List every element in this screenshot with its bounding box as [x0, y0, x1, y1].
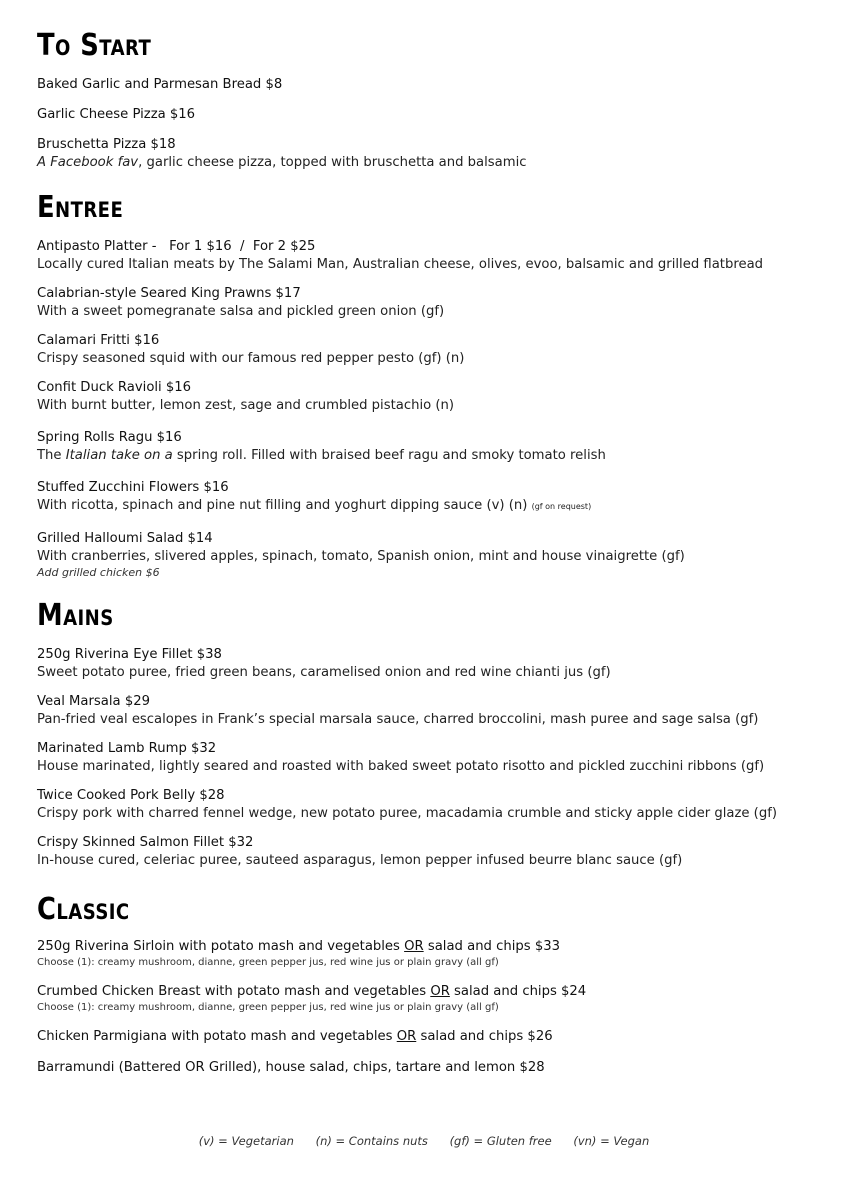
section-entree: [37, 190, 827, 580]
menu-item: [37, 285, 827, 321]
item-description: Sweet potato puree, fried green beans, caramelised onion and red wine chianti jus (gf): [37, 665, 611, 680]
menu-item: [37, 834, 827, 870]
section-classic: [37, 892, 827, 1077]
item-title: Garlic Cheese Pizza $16: [37, 107, 196, 122]
menu-item: [37, 1028, 827, 1046]
item-title-post: salad and chips $24: [449, 984, 587, 999]
item-description-pre: The: [37, 448, 66, 463]
section-title-to-start: To Start: [37, 28, 152, 63]
item-title-pre: Chicken Parmigiana with potato mash and vegetables: [37, 1029, 397, 1044]
item-note: Choose (1): creamy mushroom, dianne, green pepper jus, red wine jus or plain gravy (all gf): [37, 957, 499, 968]
menu-item: [37, 693, 827, 729]
item-description: Crispy seasoned squid with our famous red pepper pesto (gf) (n): [37, 351, 465, 366]
item-description: With cranberries, slivered apples, spinach, tomato, Spanish onion, mint and house vinaigrette (gf): [37, 549, 685, 564]
section-mains: [37, 598, 827, 870]
item-description: [37, 497, 827, 516]
menu-item: [37, 1059, 827, 1077]
item-description: With a sweet pomegranate salsa and pickled green onion (gf): [37, 304, 445, 319]
menu-page: [37, 28, 827, 1077]
dietary-legend: [0, 1134, 848, 1148]
item-description-tiny: (gf on request): [531, 502, 592, 511]
menu-item: [37, 787, 827, 823]
menu-item: [37, 646, 827, 682]
section-title-mains: Mains: [37, 598, 114, 633]
item-description: Locally cured Italian meats by The Salami Man, Australian cheese, olives, evoo, balsamic and grilled flatbread: [37, 257, 764, 272]
menu-item: [37, 479, 827, 516]
item-title-or: OR: [404, 939, 424, 954]
item-title: Spring Rolls Ragu $16: [37, 430, 182, 445]
item-title: Calabrian-style Seared King Prawns $17: [37, 286, 301, 301]
menu-item: [37, 429, 827, 465]
item-title: [37, 1028, 827, 1046]
item-title: Calamari Fritti $16: [37, 333, 160, 348]
item-title: Grilled Halloumi Salad $14: [37, 531, 213, 546]
legend-vegan: (vn) = Vegan: [573, 1134, 650, 1148]
item-title: Barramundi (Battered OR Grilled), house salad, chips, tartare and lemon $28: [37, 1060, 545, 1075]
menu-item: [37, 938, 827, 969]
item-title: Twice Cooked Pork Belly $28: [37, 788, 225, 803]
item-description: Crispy pork with charred fennel wedge, new potato puree, macadamia crumble and sticky apple cider glaze (gf): [37, 806, 777, 821]
item-title: Veal Marsala $29: [37, 694, 150, 709]
menu-item: [37, 983, 827, 1014]
item-title: Baked Garlic and Parmesan Bread $8: [37, 77, 283, 92]
item-description: [37, 447, 827, 465]
section-to-start: [37, 28, 827, 172]
item-title: Stuffed Zucchini Flowers $16: [37, 480, 229, 495]
item-title: 250g Riverina Eye Fillet $38: [37, 647, 222, 662]
item-description: Pan-fried veal escalopes in Frank’s special marsala sauce, charred broccolini, mash puree and sage salsa (gf): [37, 712, 759, 727]
item-title: Antipasto Platter - For 1 $16 / For 2 $25: [37, 239, 316, 254]
menu-item: [37, 238, 827, 274]
menu-item: [37, 530, 827, 580]
item-description: In-house cured, celeriac puree, sauteed asparagus, lemon pepper infused beurre blanc sauce (gf): [37, 853, 683, 868]
item-title: Confit Duck Ravioli $16: [37, 380, 192, 395]
item-description-rest: spring roll. Filled with braised beef ragu and smoky tomato relish: [172, 448, 606, 463]
menu-item: [37, 379, 827, 415]
item-title-post: salad and chips $26: [416, 1029, 553, 1044]
item-description-italic: A Facebook fav: [37, 155, 139, 170]
item-title: [37, 938, 827, 956]
item-title-pre: Crumbed Chicken Breast with potato mash and vegetables: [37, 984, 431, 999]
menu-item: [37, 332, 827, 368]
item-description-main: With ricotta, spinach and pine nut filling and yoghurt dipping sauce (v) (n): [37, 498, 532, 513]
item-description-rest: , garlic cheese pizza, topped with bruschetta and balsamic: [138, 155, 527, 170]
section-title-entree: Entree: [37, 190, 124, 225]
item-title-pre: 250g Riverina Sirloin with potato mash and vegetables: [37, 939, 405, 954]
menu-item: [37, 740, 827, 776]
menu-item: [37, 76, 827, 94]
item-description: With burnt butter, lemon zest, sage and crumbled pistachio (n): [37, 398, 455, 413]
item-title-post: salad and chips $33: [423, 939, 560, 954]
item-note: Choose (1): creamy mushroom, dianne, green pepper jus, red wine jus or plain gravy (all gf): [37, 1002, 499, 1013]
section-title-classic: Classic: [37, 892, 130, 927]
item-add-on: Add grilled chicken $6: [37, 566, 160, 579]
item-title: Bruschetta Pizza $18: [37, 137, 176, 152]
item-description: House marinated, lightly seared and roasted with baked sweet potato risotto and pickled zucchini ribbons (gf): [37, 759, 765, 774]
legend-contains-nuts: (n) = Contains nuts: [315, 1134, 428, 1148]
item-description-italic: Italian take on a: [65, 448, 173, 463]
menu-item: [37, 106, 827, 124]
item-title-or: OR: [430, 984, 450, 999]
legend-vegetarian: (v) = Vegetarian: [198, 1134, 294, 1148]
item-title: Crispy Skinned Salmon Fillet $32: [37, 835, 254, 850]
item-description: [37, 154, 827, 172]
legend-gluten-free: (gf) = Gluten free: [449, 1134, 552, 1148]
menu-item: [37, 136, 827, 172]
item-title-or: OR: [396, 1029, 417, 1044]
item-title: Marinated Lamb Rump $32: [37, 741, 217, 756]
item-title: [37, 983, 827, 1001]
